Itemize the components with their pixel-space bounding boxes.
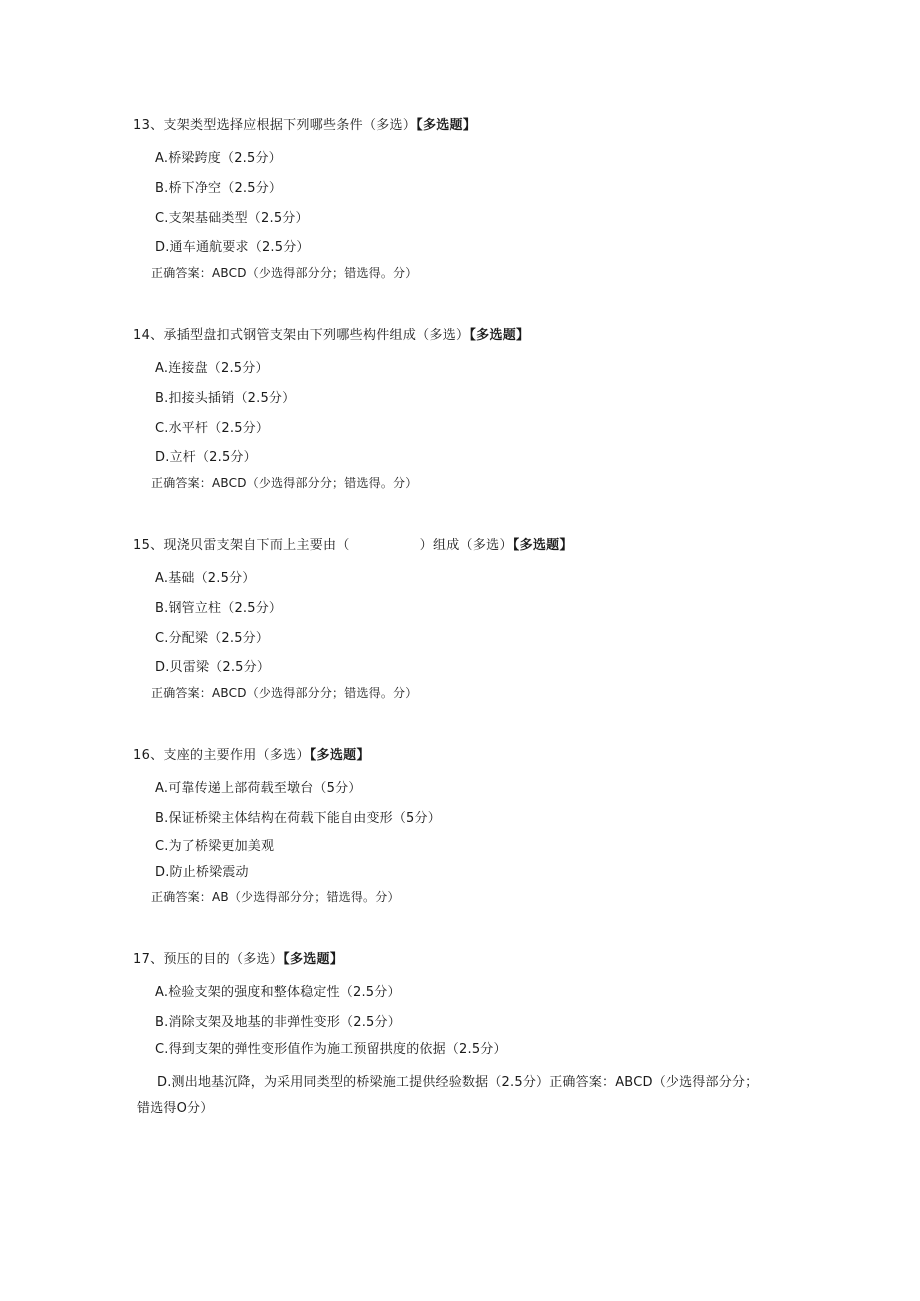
option-b: B.桥下净空（2.5分） <box>155 181 283 196</box>
option-d: D.防止桥梁震动 <box>155 865 249 880</box>
correct-answer: 正确答案：AB（少选得部分分；错选得。分） <box>151 890 400 904</box>
option-a: A.桥梁跨度（2.5分） <box>155 151 282 166</box>
option-d: D.测出地基沉降，为采用同类型的桥梁施工提供经验数据（2.5分）正确答案：ABCD（少选得部分分； <box>157 1075 759 1090</box>
option-c: C.支架基础类型（2.5分） <box>155 211 309 226</box>
option-a: A.检验支架的强度和整体稳定性（2.5分） <box>155 985 401 1000</box>
option-c: C.为了桥梁更加美观 <box>155 839 275 854</box>
question-title <box>133 948 343 967</box>
question-text: 15、现浇贝雷支架自下而上主要由（ <box>133 538 350 553</box>
question-title <box>133 324 529 343</box>
option-d: D.通车通航要求（2.5分） <box>155 240 310 255</box>
option-b: B.消除支架及地基的非弹性变形（2.5分） <box>155 1015 401 1030</box>
question-title <box>133 534 573 553</box>
question-type-tag: 【多选题】 <box>512 538 573 553</box>
option-c: C.得到支架的弹性变形值作为施工预留拱度的依据（2.5分） <box>155 1042 507 1057</box>
correct-answer: 正确答案：ABCD（少选得部分分；错选得。分） <box>151 686 418 700</box>
question-type-tag: 【多选题】 <box>469 328 530 343</box>
question-text: 16、支座的主要作用（多选） <box>133 748 310 763</box>
question-text: 17、预压的目的（多选） <box>133 952 284 967</box>
question-title <box>133 744 370 763</box>
question-text-continued: ）组成（多选） <box>419 538 513 553</box>
option-c: C.分配梁（2.5分） <box>155 631 270 646</box>
option-d-continued: 错选得O分） <box>137 1101 214 1116</box>
question-type-tag: 【多选题】 <box>416 118 477 133</box>
question-text: 14、承插型盘扣式钢管支架由下列哪些构件组成（多选） <box>133 328 470 343</box>
question-type-tag: 【多选题】 <box>309 748 370 763</box>
option-a: A.连接盘（2.5分） <box>155 361 269 376</box>
question-type-tag: 【多选题】 <box>283 952 344 967</box>
option-a: A.基础（2.5分） <box>155 571 256 586</box>
option-a: A.可靠传递上部荷载至墩台（5分） <box>155 781 362 796</box>
option-d: D.立杆（2.5分） <box>155 450 257 465</box>
option-d: D.贝雷梁（2.5分） <box>155 660 271 675</box>
question-title <box>133 114 476 133</box>
correct-answer: 正确答案：ABCD（少选得部分分；错选得。分） <box>151 476 418 490</box>
option-c: C.水平杆（2.5分） <box>155 421 270 436</box>
option-b: B.扣接头插销（2.5分） <box>155 391 296 406</box>
question-text: 13、支架类型选择应根据下列哪些条件（多选） <box>133 118 417 133</box>
correct-answer: 正确答案：ABCD（少选得部分分；错选得。分） <box>151 266 418 280</box>
option-b: B.钢管立柱（2.5分） <box>155 601 283 616</box>
option-b: B.保证桥梁主体结构在荷载下能自由变形（5分） <box>155 811 441 826</box>
